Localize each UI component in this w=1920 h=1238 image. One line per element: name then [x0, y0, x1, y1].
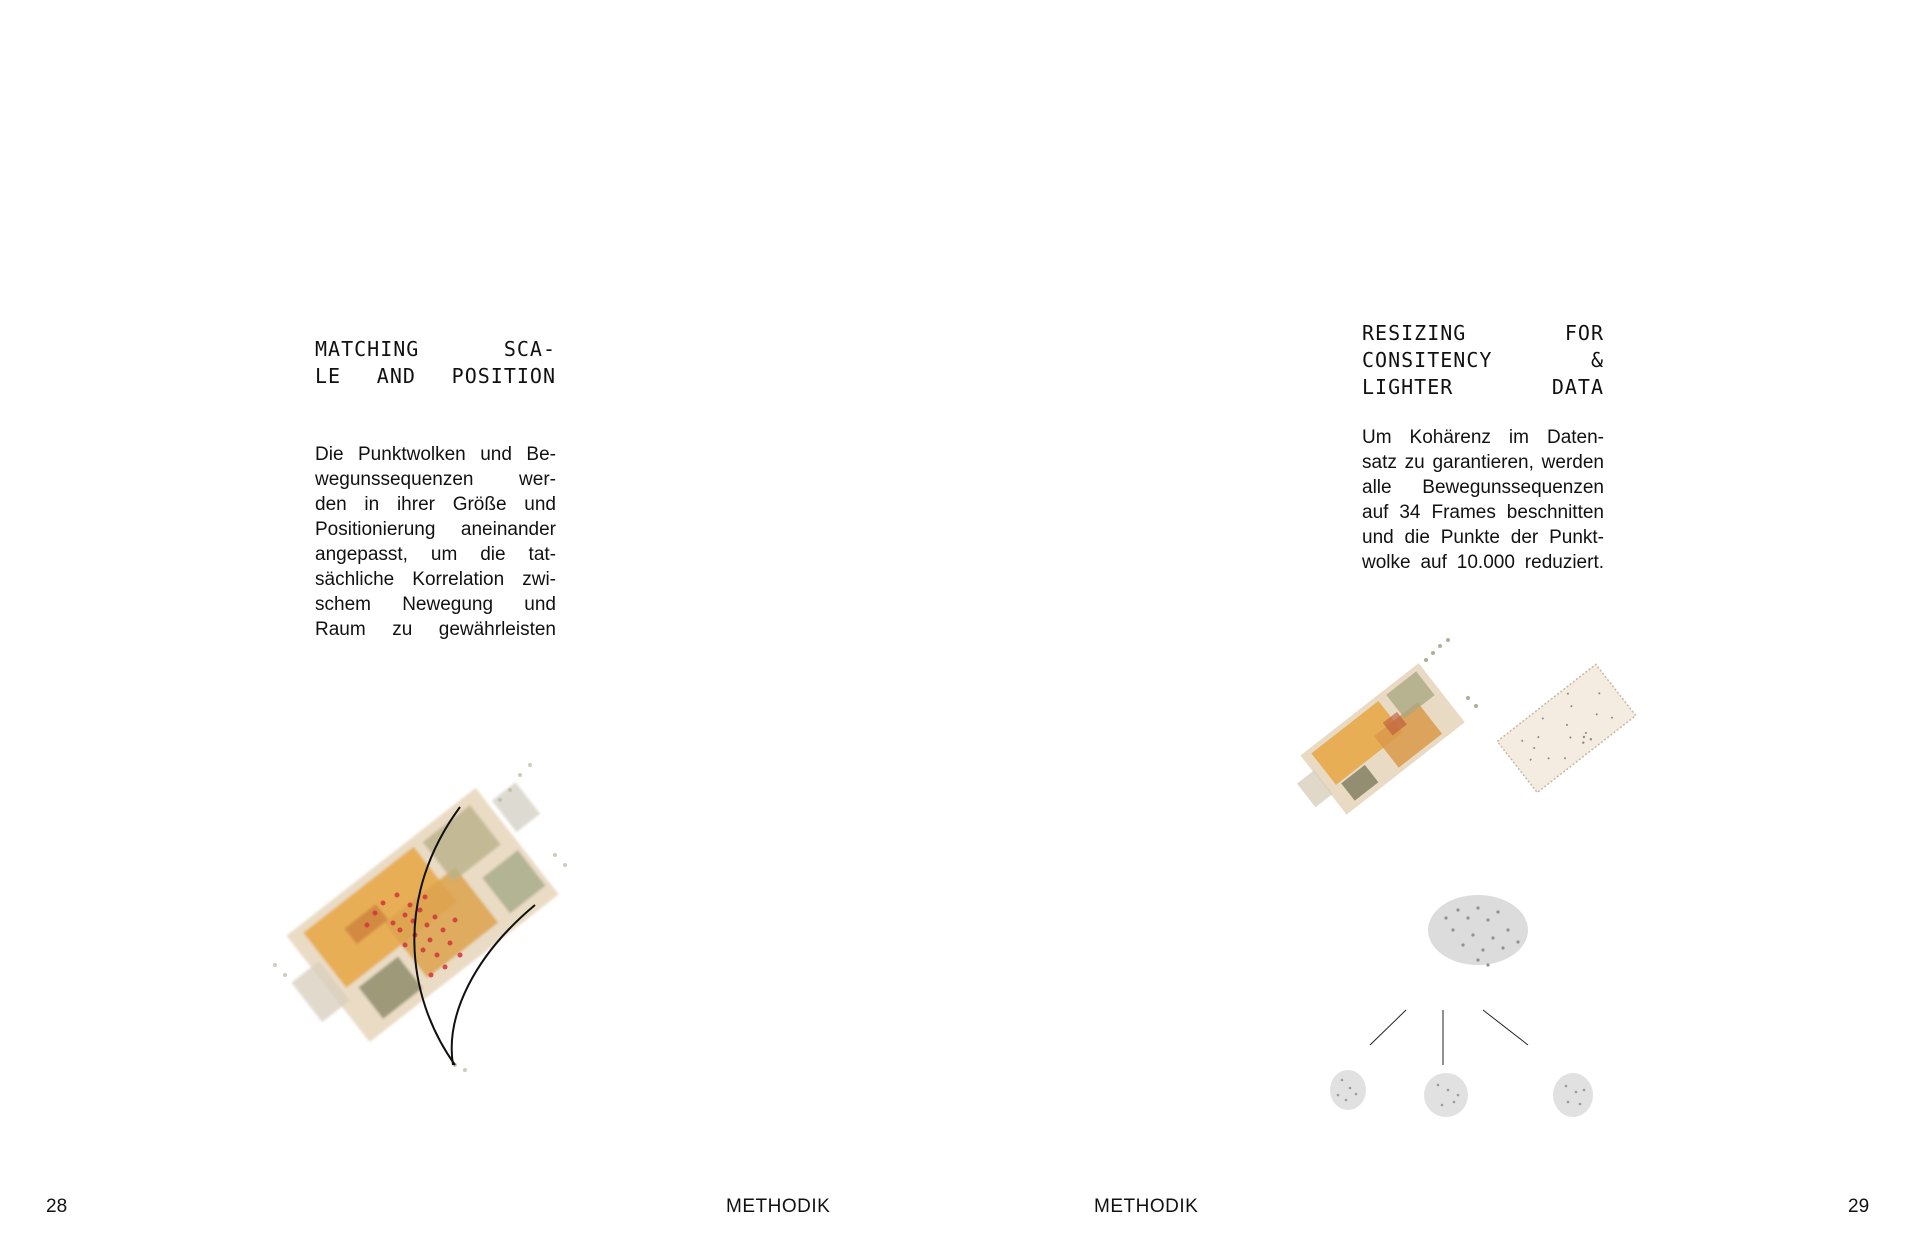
- figure-split-diagram: [1328, 890, 1628, 1140]
- small-figure-cloud: [1553, 1073, 1593, 1117]
- right-body-line: wolke auf 10.000 reduziert.: [1362, 552, 1604, 573]
- left-body-line: den in ihrer Größe und: [315, 494, 556, 515]
- right-heading-line: RESIZING FOR: [1362, 321, 1604, 345]
- left-body-line: Positionierung aneinander: [315, 519, 556, 540]
- left-body-line: Raum zu gewährleisten: [315, 619, 556, 640]
- left-heading-line: MATCHING SCA-: [315, 337, 556, 361]
- left-body-line: sächliche Korrelation zwi-: [315, 569, 556, 590]
- right-body-line: satz zu garantieren, werden: [1362, 452, 1604, 473]
- small-figure-cloud: [1424, 1073, 1468, 1117]
- branch-line: [1370, 1010, 1406, 1045]
- left-body-line: Die Punktwolken und Be-: [315, 444, 556, 465]
- right-page: [960, 0, 1920, 1238]
- point-cloud-room-figure: [255, 735, 595, 1085]
- branch-line: [1483, 1010, 1528, 1045]
- right-body-line: und die Punkte der Punkt-: [1362, 527, 1604, 548]
- room-cloud-colored: [1285, 663, 1465, 827]
- running-head: METHODIK: [1094, 1196, 1199, 1217]
- page-number: 28: [46, 1196, 68, 1217]
- right-heading-line: CONSITENCY &: [1362, 348, 1604, 372]
- dense-figure-cloud: [1428, 895, 1528, 967]
- left-heading: [315, 336, 556, 390]
- room-cloud-comparison: [1278, 628, 1638, 828]
- page-number: 29: [1848, 1196, 1870, 1217]
- left-body-line: wegunssequenzen wer-: [315, 469, 556, 490]
- left-body-text: [315, 442, 556, 642]
- small-figure-cloud: [1330, 1070, 1366, 1110]
- room-cloud-reduced: [1497, 664, 1636, 792]
- left-body-line: angepasst, um die tat-: [315, 544, 556, 565]
- right-body-line: Um Kohärenz im Daten-: [1362, 427, 1604, 448]
- right-body-line: auf 34 Frames beschnitten: [1362, 502, 1604, 523]
- right-heading: [1362, 320, 1604, 401]
- right-heading-line: LIGHTER DATA: [1362, 375, 1604, 399]
- right-body-line: alle Bewegunssequenzen: [1362, 477, 1604, 498]
- right-body-text: [1362, 425, 1604, 575]
- running-head: METHODIK: [726, 1196, 831, 1217]
- left-heading-line: LE AND POSITION: [315, 364, 556, 388]
- left-body-line: schem Newegung und: [315, 594, 556, 615]
